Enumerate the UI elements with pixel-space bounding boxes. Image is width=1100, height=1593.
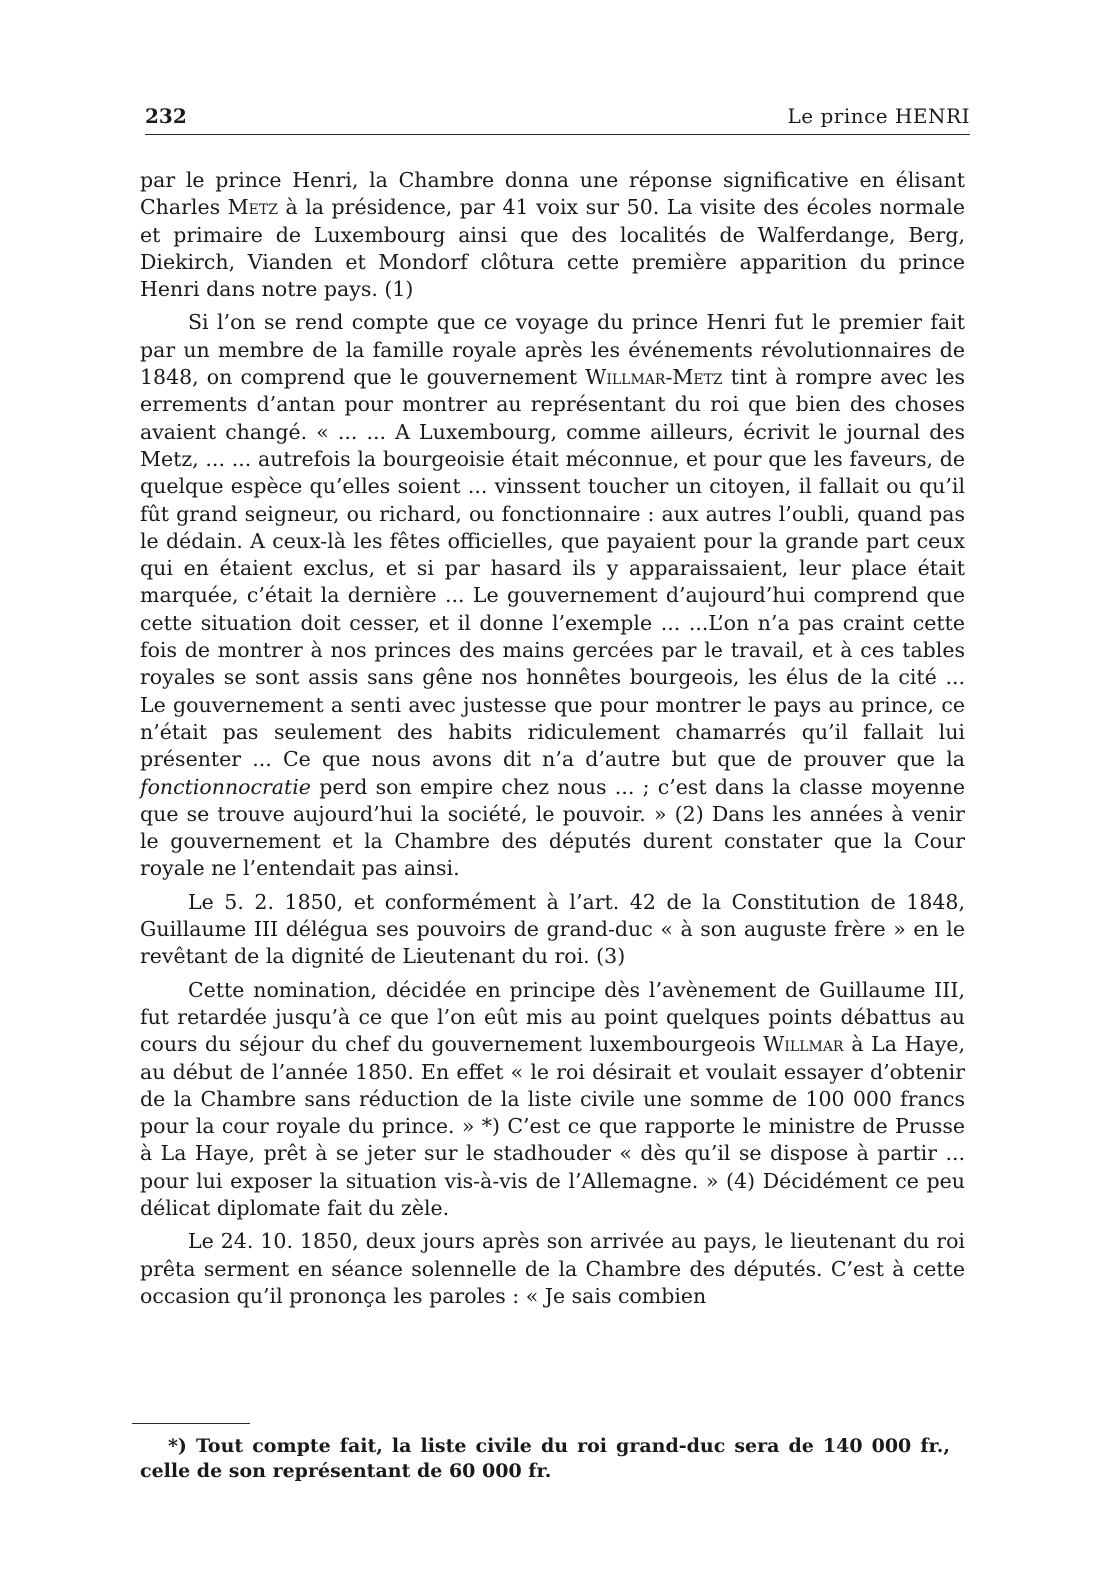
person-name-willmar: Willmar bbox=[763, 1032, 844, 1057]
paragraph-4-text-a: Cette nomination, décidée en principe dès l’avènement de Guillaume III, fut retardée jusqu’à ce que l’on eût mis au point quelques points débattus au cours du séjour du chef du gouvernement luxembourgeois bbox=[140, 977, 965, 1057]
paragraph-4 bbox=[140, 977, 965, 1223]
footnote: *) Tout compte fait, la liste civile du roi grand-duc sera de 140 000 fr., celle de son représentant de 60 000 fr. bbox=[140, 1435, 950, 1482]
paragraph-1-text-a: par le prince Henri, la Chambre donna une réponse significative en élisant Charles bbox=[140, 168, 965, 220]
running-title: Le prince HENRI bbox=[787, 104, 970, 128]
person-name-metz: Metz bbox=[227, 195, 278, 220]
paragraph-2 bbox=[140, 309, 965, 882]
paragraph-1 bbox=[140, 167, 965, 303]
italic-term: fonctionnocratie bbox=[140, 774, 311, 799]
footnote-divider bbox=[132, 1423, 250, 1424]
paragraph-2-text-c: perd son empire chez nous ... ; c’est dans la classe moyenne que se trouve aujourd’hui la société, le pouvoir. » (2) Dans les années à venir le gouvernement et la Chambre des députés durent constater que la Cour royale ne l’entendait pas ainsi. bbox=[140, 774, 965, 881]
paragraph-3: Le 5. 2. 1850, et conformément à l’art. 42 de la Constitution de 1848, Guillaume III délégua ses pouvoirs de grand-duc « à son auguste frère » en le revêtant de la dignité de Lieutenant du roi. (3) bbox=[140, 889, 965, 969]
page-number: 232 bbox=[145, 104, 187, 128]
paragraph-1-text-b: à la présidence, par 41 voix sur 50. La visite des écoles normale et primaire de Luxembourg ainsi que des localités de Walferdange, Berg, Diekirch, Vianden et Mondorf clôtura cette première apparition du prince Henri dans notre pays. (1) bbox=[140, 195, 965, 302]
paragraph-2-text-b: tint à rompre avec les errements d’antan pour montrer au représentant du roi que bien des choses avaient changé. « ... ... A Luxembourg, comme ailleurs, écrivit le journal des Metz, ... ... autrefois la bourgeoisie était méconnue, et pour que les faveurs, de quelque espèce qu’elles soient ... vinssent toucher un citoyen, il fallait ou qu’il fût grand seigneur, ou richard, ou fonctionnaire : aux autres l’oubli, quand pas le dédain. A ceux-là les fêtes officielles, que payaient pour la grande part ceux qui en étaient exclus, et si par hasard ils y apparaissaient, leur place était marquée, c’était la dernière ... Le gouvernement d’aujourd’hui comprend que cette situation doit cesser, et il donne l’exemple ... ...L’on n’a pas craint cette fois de montrer à nos princes des mains gercées par le travail, et à ces tables royales se sont assis sans gêne nos honnêtes bourgeois, les élus de la cité ... Le gouvernement a senti avec justesse que pour montrer le pays au prince, ce n’était pas seulement des habits ridiculement chamarrés qu’il fallait lui présenter ... Ce que nous avons dit n’a d’autre but que de prouver que la bbox=[140, 365, 965, 772]
person-name-willmar-metz: Willmar-Metz bbox=[585, 365, 723, 390]
paragraph-4-text-b: à La Haye, au début de l’année 1850. En effet « le roi désirait et voulait essayer d’obtenir de la Chambre sans réduction de la liste civile une somme de 100 000 francs pour la cour royale du prince. » *) C’est ce que rapporte le ministre de Prusse à La Haye, prêt à se jeter sur le stadhouder « dès qu’il se dispose à partir ... pour lui exposer la situation vis-à-vis de l’Allemagne. » (4) Décidément ce peu délicat diplomate fait du zèle. bbox=[140, 1032, 965, 1220]
paragraph-2-text-a: Si l’on se rend compte que ce voyage du prince Henri fut le premier fait par un membre de la famille royale après les événements révolutionnaires de 1848, on comprend que le gouvernement bbox=[140, 310, 965, 390]
paragraph-5: Le 24. 10. 1850, deux jours après son arrivée au pays, le lieutenant du roi prêta serment en séance solennelle de la Chambre des députés. C’est à cette occasion qu’il prononça les paroles : « Je sais combien bbox=[140, 1229, 965, 1308]
page-header bbox=[145, 100, 970, 135]
body-text bbox=[140, 167, 965, 1310]
